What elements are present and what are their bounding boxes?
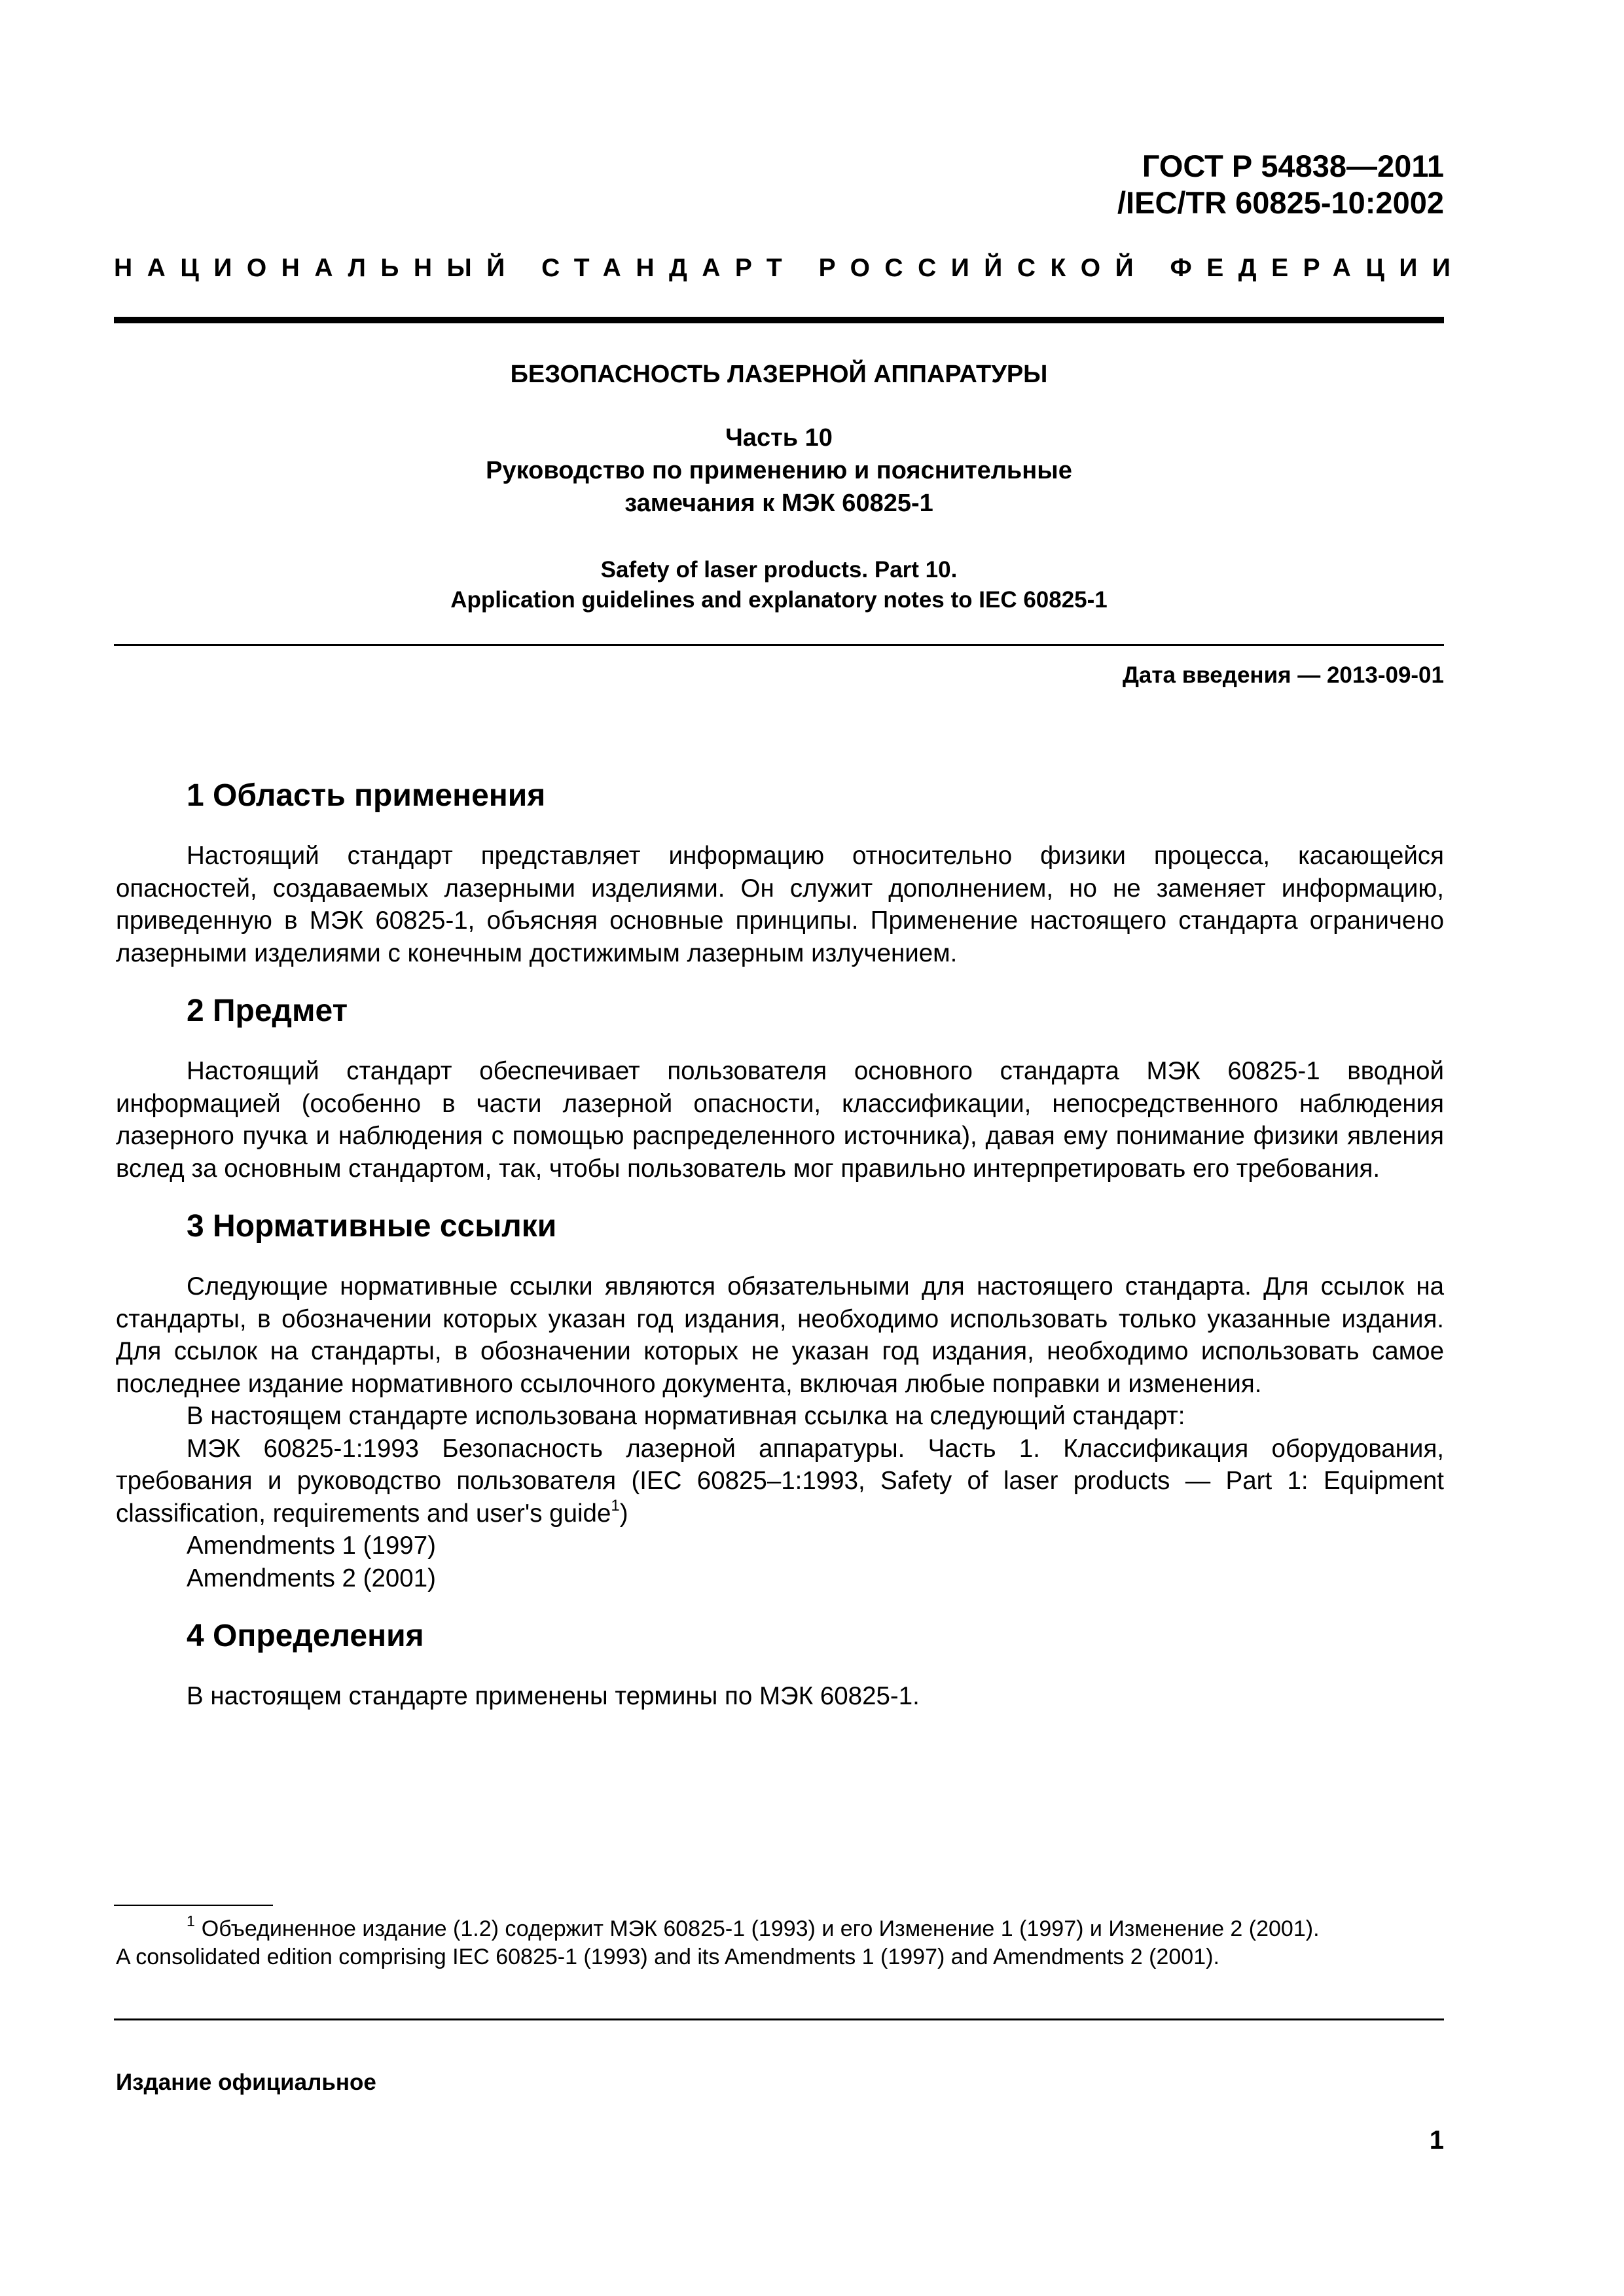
section-heading-subject: 2 Предмет (187, 994, 348, 1028)
amendment-2: Amendments 2 (2001) (187, 1564, 436, 1592)
section-heading-definitions: 4 Определения (187, 1619, 424, 1653)
designation-line-2: /IEC/TR 60825-10:2002 (1117, 185, 1444, 220)
designation-line-1: ГОСТ Р 54838—2011 (1142, 149, 1444, 183)
footnote-rule (114, 1905, 273, 1906)
header-rule (114, 317, 1444, 323)
section-subject-paragraph: Настоящий стандарт обеспечивает пользователя основного стандарта МЭК 60825-1 вводной информацией (особенно в части лазерной опасности, классификации, непосредственного наблюдения лазерного пучка и наблюдения с помощью распределенного источника), давая ему понимание физики явления вслед за основным стандартом, так, чтобы пользователь мог правильно интерпретировать его требования. (116, 1057, 1444, 1183)
footnote-russian-text: Объединенное издание (1.2) содержит МЭК 60825-1 (1993) и его Изменение 1 (1997) и Изменение 2 (2001). (201, 1916, 1320, 1941)
title-rule (114, 644, 1444, 646)
footnote (116, 1912, 1444, 1971)
footer-rule (114, 2018, 1444, 2020)
footnote-english: A consolidated edition comprising IEC 60825-1 (1993) and its Amendments 1 (1997) and Amendments 2 (2001). (116, 1945, 1219, 1969)
section-references-paragraph: Следующие нормативные ссылки являются обязательными для настоящего стандарта. Для ссылок на стандарты, в обозначении которых указан год издания, необходимо использовать только указанные издания. Для ссылок на стандарты, в обозначении которых не указан год издания, необходимо использовать самое последнее издание нормативного ссылочного документа, включая любые поправки и изменения. (116, 1272, 1444, 1398)
footnote-russian (116, 1912, 1444, 1943)
national-standard-line: НАЦИОНАЛЬНЫЙ СТАНДАРТ РОССИЙСКОЙ ФЕДЕРАЦИИ (114, 254, 1466, 282)
document-body (116, 776, 1444, 1713)
reference-close: ) (619, 1499, 628, 1528)
part-subtitle-line-2: замечания к МЭК 60825-1 (624, 490, 933, 517)
english-title (114, 555, 1444, 615)
section-heading-scope: 1 Область применения (187, 778, 546, 813)
page-number: 1 (1429, 2126, 1444, 2155)
footnote-number: 1 (187, 1912, 195, 1929)
footnote-marker: 1 (611, 1496, 620, 1515)
part-subtitle-line-1: Руководство по применению и пояснительные (486, 457, 1072, 484)
amendment-1: Amendments 1 (1997) (187, 1532, 436, 1560)
english-title-line-2: Application guidelines and explanatory notes to IEC 60825-1 (450, 587, 1108, 613)
reference-text: МЭК 60825-1:1993 Безопасность лазерной аппаратуры. Часть 1. Классификация оборудования, требования и руководство пользователя (IEC 60825–1:1993, Safety of laser products — Part 1: Equipment classification, requirements and user's guide (116, 1434, 1444, 1528)
part-label: Часть 10 (725, 424, 833, 452)
section-heading-normative-references: 3 Нормативные ссылки (187, 1209, 557, 1244)
normative-reference-entry (116, 1433, 1444, 1530)
official-edition-label: Издание официальное (116, 2070, 376, 2095)
section-definitions-paragraph: В настоящем стандарте применены термины по МЭК 60825-1. (187, 1682, 920, 1710)
standard-designation (855, 148, 1444, 221)
section-scope-paragraph: Настоящий стандарт представляет информацию относительно физики процесса, касающейся опасностей, создаваемых лазерными изделиями. Он служит дополнением, но не заменяет информацию, приведенную в МЭК 60825-1, объясняя основные принципы. Применение настоящего стандарта ограничено лазерными изделиями с конечным достижимым лазерным излучением. (116, 842, 1444, 967)
document-part-title (114, 422, 1444, 520)
section-references-intro: В настоящем стандарте использована нормативная ссылка на следующий стандарт: (187, 1402, 1185, 1430)
english-title-line-1: Safety of laser products. Part 10. (600, 557, 958, 583)
document-title: БЕЗОПАСНОСТЬ ЛАЗЕРНОЙ АППАРАТУРЫ (510, 361, 1048, 388)
introduction-date: Дата введения — 2013-09-01 (1122, 662, 1444, 688)
